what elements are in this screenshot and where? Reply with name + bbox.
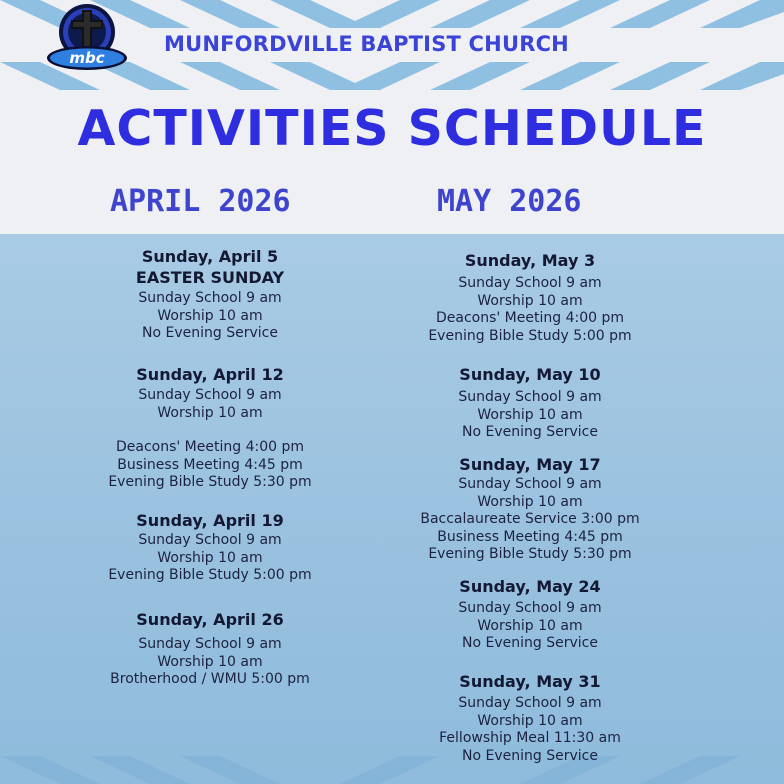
event-april-12 (60, 364, 360, 492)
event-item: No Evening Service (462, 424, 598, 440)
event-item: Worship 10 am (157, 404, 263, 421)
event-may-3 (382, 250, 678, 345)
event-item: No Evening Service (142, 325, 278, 341)
event-item: Worship 10 am (477, 493, 583, 510)
event-item: Worship 10 am (157, 307, 263, 324)
event-april-5 (60, 246, 360, 343)
event-item: Evening Bible Study 5:30 pm (428, 546, 632, 562)
event-may-31 (382, 671, 678, 765)
logo-text: mbc (69, 49, 105, 67)
event-day: Sunday, May 17 (459, 455, 601, 474)
event-day: Sunday, April 12 (136, 365, 284, 384)
may-column (382, 0, 678, 784)
event-item: Baccalaureate Service 3:00 pm (420, 511, 640, 527)
event-item: Business Meeting 4:45 pm (117, 456, 303, 473)
church-name: MUNFORDVILLE BAPTIST CHURCH (164, 32, 569, 56)
event-subtitle: EASTER SUNDAY (135, 268, 285, 287)
event-item: Deacons' Meeting 4:00 pm (115, 439, 304, 455)
event-item: Sunday School 9 am (138, 532, 282, 548)
event-april-26 (60, 609, 360, 689)
event-item: Business Meeting 4:45 pm (437, 528, 623, 545)
event-item: Worship 10 am (157, 653, 263, 670)
event-item: Fellowship Meal 11:30 am (439, 730, 621, 746)
event-day: Sunday, April 5 (141, 247, 279, 266)
event-item: Evening Bible Study 5:30 pm (108, 474, 312, 490)
event-april-19 (60, 510, 360, 585)
event-item: Worship 10 am (157, 549, 263, 566)
event-item: Sunday School 9 am (458, 389, 602, 405)
event-item: Sunday School 9 am (138, 636, 282, 652)
event-may-10 (382, 364, 678, 442)
event-may-17 (382, 454, 678, 564)
event-item: No Evening Service (462, 747, 598, 764)
event-day: Sunday, May 10 (459, 365, 601, 384)
event-item: Sunday School 9 am (138, 290, 282, 306)
event-item: Worship 10 am (477, 617, 583, 634)
event-item: Evening Bible Study 5:00 pm (428, 327, 632, 344)
event-item: No Evening Service (462, 635, 598, 651)
event-day: Sunday, April 19 (136, 511, 284, 530)
event-item: Sunday School 9 am (138, 387, 282, 403)
event-item: Sunday School 9 am (458, 695, 602, 711)
april-heading: APRIL 2026 (110, 184, 291, 219)
april-column (60, 0, 360, 784)
event-item: Worship 10 am (477, 406, 583, 423)
event-item: Worship 10 am (477, 712, 583, 729)
event-item: Sunday School 9 am (458, 275, 602, 291)
event-day: Sunday, May 3 (464, 251, 596, 270)
event-day: Sunday, May 24 (459, 577, 601, 596)
event-item: Worship 10 am (477, 292, 583, 309)
event-item: Deacons' Meeting 4:00 pm (435, 310, 624, 326)
event-may-24 (382, 576, 678, 653)
event-item: Sunday School 9 am (458, 600, 602, 616)
event-item: Evening Bible Study 5:00 pm (108, 567, 312, 583)
may-heading: MAY 2026 (437, 184, 582, 219)
event-day: Sunday, May 31 (459, 672, 601, 691)
event-item: Sunday School 9 am (458, 476, 602, 492)
event-day: Sunday, April 26 (136, 610, 284, 629)
event-item: Brotherhood / WMU 5:00 pm (110, 671, 310, 687)
page-title: ACTIVITIES SCHEDULE (77, 100, 707, 157)
